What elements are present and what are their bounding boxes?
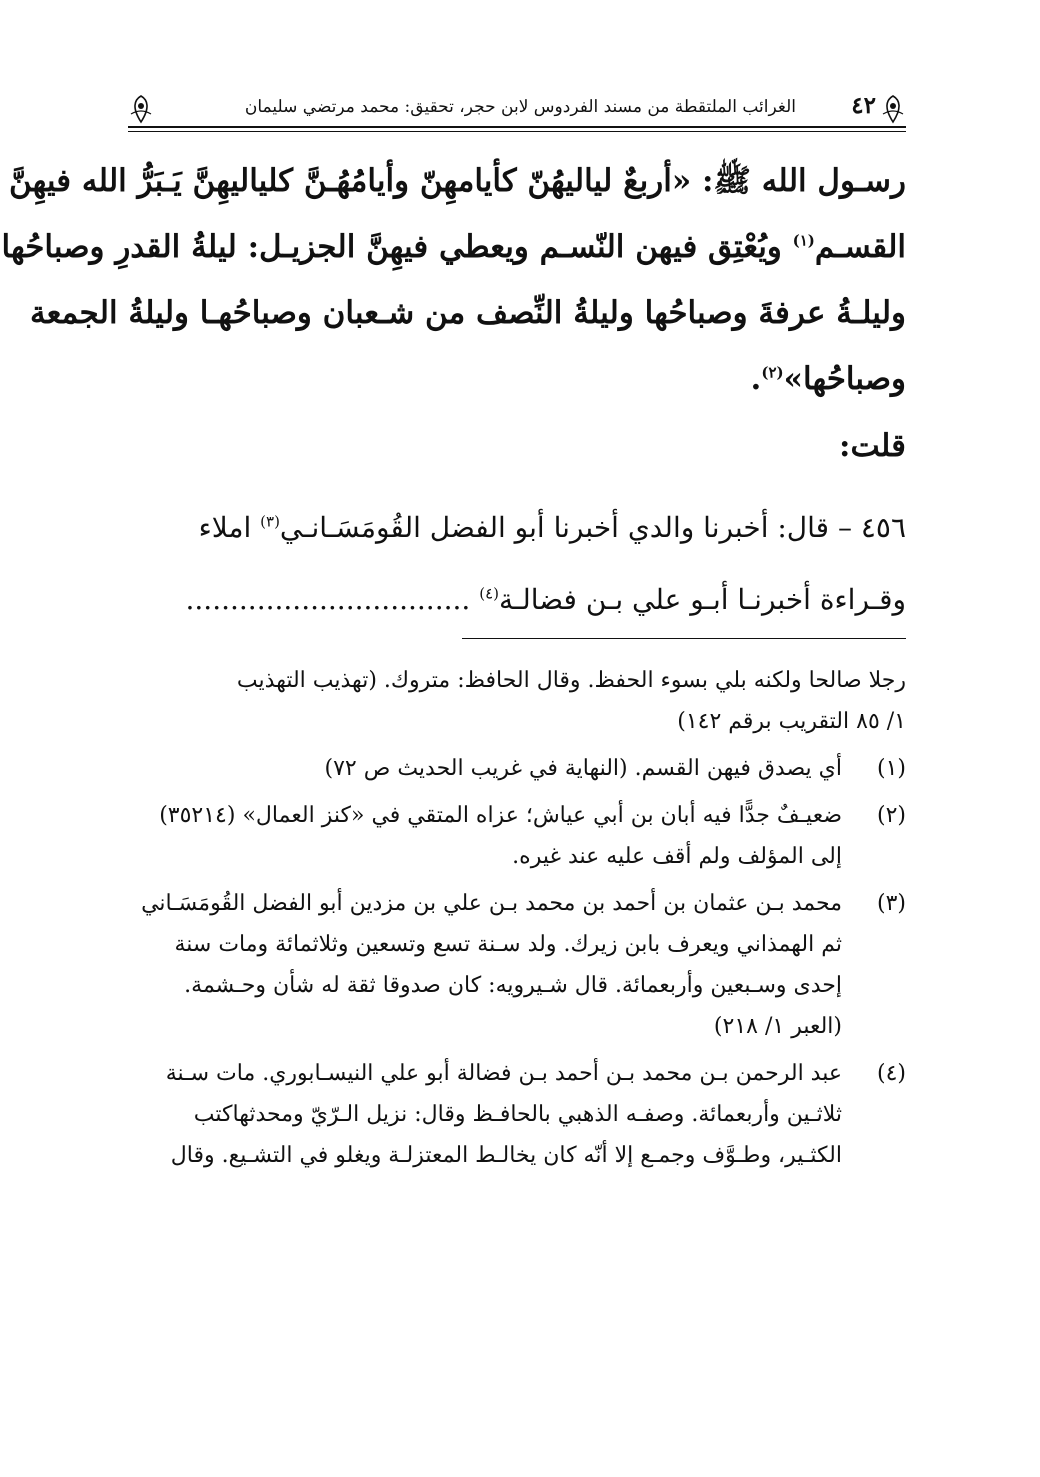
section-heading: قلت: (839, 428, 906, 464)
text-line: وليلـةُ عرفةَ وصباحُها وليلةُ النِّصف من شـعبان وصباحُهـا وليلةُ الجمعة (29, 295, 906, 331)
text-span: ٤٥٦ – قال: أخبرنا والدي أخبرنا أبو الفضل القُومَسَـانـي (279, 511, 906, 544)
text-span: القسـم (814, 229, 906, 265)
footnote-line: ضعيـفٌ جدًّا فيه أبان بن أبي عياش؛ عزاه المتقي في «كنز العمال» (٣٥٢١٤) (159, 803, 842, 828)
text-span: ويُعْتِق فيهن النّسـم ويعطي فيهِنَّ الجزيـل: ليلةُ القدرِ وصباحُها (1, 229, 793, 265)
text-span: ................................ (185, 583, 480, 616)
footnote-line: إلى المؤلف ولم أقف عليه عند غيره. (512, 844, 842, 869)
text-span: املاء (198, 511, 261, 544)
footnote-item (128, 795, 906, 877)
footnote-line: ثم الهمذاني ويعرف بابن زيرك. ولد سـنة تسع وتسعين وثلاثمائة ومات سنة (174, 932, 842, 957)
hadith-text (128, 492, 906, 636)
footnote-item (128, 1053, 906, 1176)
text-line (128, 492, 906, 564)
running-header (128, 88, 906, 132)
text-span: وصباحُها» (783, 361, 906, 397)
footnote-line: رجلا صالحا ولكنه بلي بسوء الحفظ. وقال الحافظ: متروك. (تهذيب التهذيب (236, 668, 906, 693)
footnotes (128, 660, 906, 1176)
ornament-icon (880, 94, 906, 124)
footnote-line: إحدى وسـبعين وأربعمائة. قال شـيرويه: كان صدوقا ثقة له شأن وحـشمة. (184, 973, 842, 998)
footnote-line: (العبر ١/ ٢١٨) (713, 1014, 842, 1039)
footnote-ref[interactable]: (٢) (761, 363, 784, 382)
header-title: الغرائب الملتقطة من مسند الفردوس لابن حجر، تحقيق: محمد مرتضي سليمان (244, 97, 796, 117)
footnote-line: ثلاثـين وأربعمائة. وصفـه الذهبي بالحافـظ وقال: نزيل الـرّيّ ومحدثهاكتب (193, 1102, 842, 1127)
text-span: . (750, 361, 762, 397)
page-number: ٤٢ (851, 92, 876, 119)
text-line: رسـول الله ﷺ: «أربعٌ لياليهُنّ كأيامهِنّ وأيامُهُـنَّ كلياليهِنَّ يَـبَرُّ الله فيهِنَّ (8, 163, 906, 199)
footnote-number: (١) (876, 756, 906, 781)
text-span: وقـراءة أخبرنـا أبـو علي بـن فضالـة (499, 583, 906, 616)
footnote-item (128, 883, 906, 1047)
header-rule-thin (128, 131, 906, 132)
footnote-line: أي يصدق فيهن القسم. (النهاية في غريب الحديث ص ٧٢) (324, 756, 842, 781)
footnote-ref[interactable]: (١) (792, 231, 815, 250)
footnote-ref[interactable]: (٣) (260, 512, 280, 531)
footnote-line: الكثـير، وطـوَّف وجمـع إلا أنّه كان يخالـط المعتزلـة ويغلو في التشـيع. وقال (170, 1143, 842, 1168)
text-line (128, 346, 906, 412)
footnote-separator (462, 638, 906, 639)
footnote-line: ١/ ٨٥ التقريب برقم ١٤٢) (677, 709, 906, 734)
main-text (1, 148, 906, 412)
header-rule (128, 126, 906, 128)
footnote-line: عبد الرحمن بـن محمد بـن أحمد بـن فضالة أبو علي النيسـابوري. مات سـنة (165, 1061, 842, 1086)
footnote-number: (٣) (876, 891, 906, 916)
footnote-number: (٤) (876, 1061, 906, 1086)
footnote-number: (٢) (876, 803, 906, 828)
footnote-item (128, 748, 906, 789)
footnote-line: محمد بـن عثمان بن أحمد بن محمد بـن علي بن مزدين أبو الفضل القُومَسَـاني (141, 891, 842, 916)
text-line (128, 564, 906, 636)
footnote-ref[interactable]: (٤) (479, 584, 499, 603)
ornament-icon (128, 94, 154, 124)
text-line (1, 214, 906, 280)
